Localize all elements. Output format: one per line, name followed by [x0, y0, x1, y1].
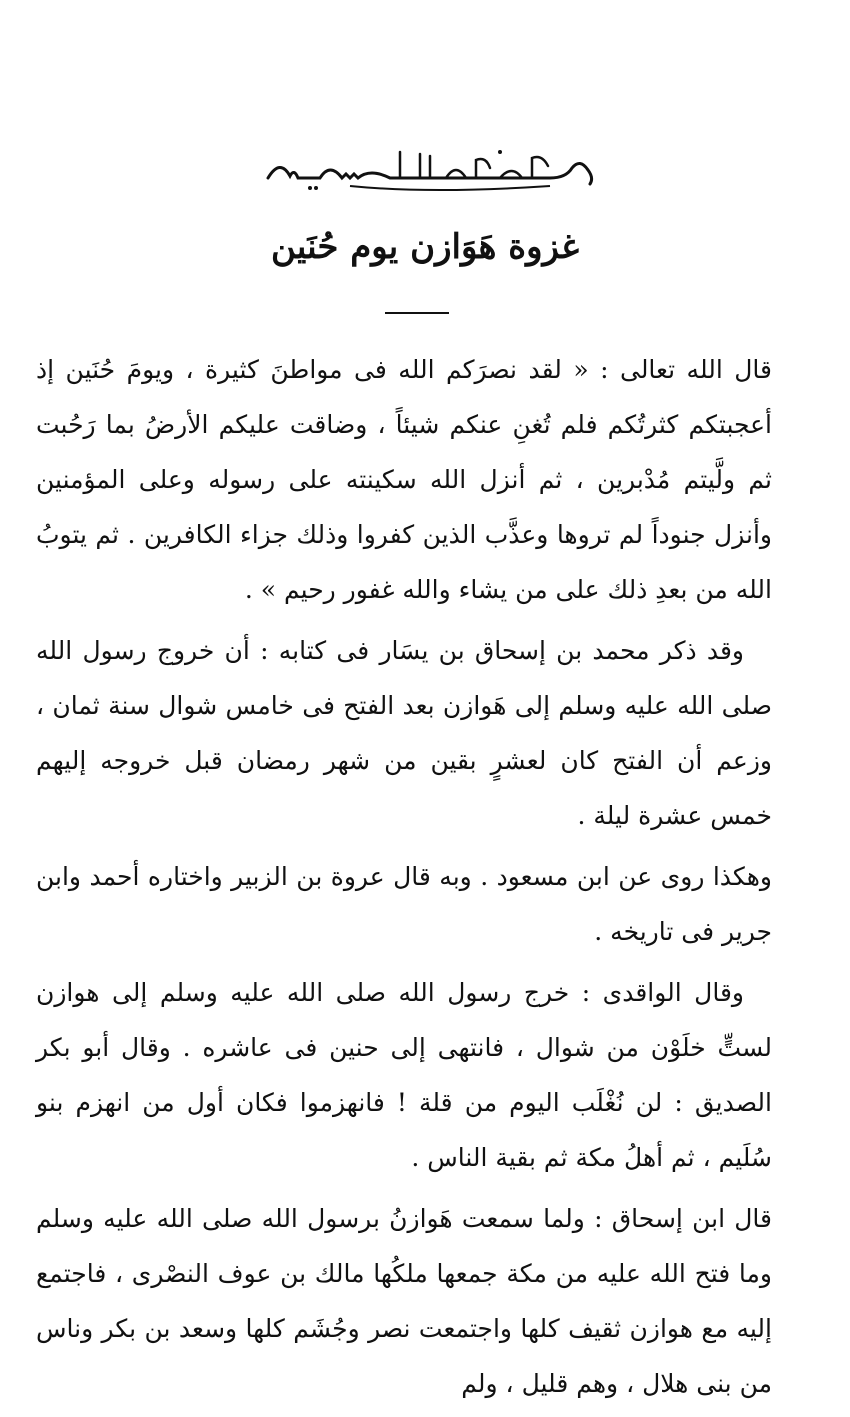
chapter-title: غزوة هَوَازن يوم حُنَين — [270, 227, 580, 267]
basmala-calligraphy-icon — [250, 138, 610, 198]
paragraph-ibn-ishaq-date: وقد ذكر محمد بن إسحاق بن يسَار فى كتابه : أن خروج رسول الله صلى الله عليه وسلم إلى هَوازن بعد الفتح فى خامس شوال سنة ثمان ، وزعم أن الفتح كان لعشرٍ بقين من شهر رمضان قبل خروجه إليهم خمس عشرة ليلة . — [36, 636, 772, 830]
basmala-calligraphy — [250, 138, 610, 198]
title-divider — [385, 312, 449, 314]
paragraph-hawazin-gathering: قال ابن إسحاق : ولما سمعت هَوازنُ برسول الله صلى الله عليه وسلم وما فتح الله عليه من مكة جمعها ملكُها مالك بن عوف النصْرى ، فاجتمع إليه مع هوازن ثقيف كلها واجتمعت نصر وجُشَم كلها وسعد بن بكر وناس من بنى هلال ، وهم قليل ، ولم — [36, 1204, 772, 1398]
paragraph-waqidi: وقال الواقدى : خرج رسول الله صلى الله عليه وسلم إلى هوازن لستٍّ خلَوْن من شوال ، فانتهى إلى حنين فى عاشره . وقال أبو بكر الصديق : لن نُغْلَب اليوم من قلة ! فانهزموا فكان أول من انهزم بنو سُلَيم ، ثم أهلُ مكة ثم بقية الناس . — [36, 978, 772, 1172]
paragraph-quran-verse: قال الله تعالى : « لقد نصرَكم الله فى مواطنَ كثيرة ، ويومَ حُنَين إذ أعجبتكم كثرتُكم فلم تُغنِ عنكم شيئاً ، وضاقت عليكم الأرضُ بما رَحُبت ثم ولَّيتم مُدْبرين ، ثم أنزل الله سكينته على رسوله وعلى المؤمنين وأنزل جنوداً لم تروها وعذَّب الذين كفروا وذلك جزاء الكافرين . ثم يتوبُ الله من بعدِ ذلك على من يشاء والله غفور رحيم » . — [36, 355, 772, 604]
body-text — [36, 342, 772, 1417]
paragraph-ibn-masud: وهكذا روى عن ابن مسعود . وبه قال عروة بن الزبير واختاره أحمد وابن جرير فى تاريخه . — [36, 862, 772, 946]
